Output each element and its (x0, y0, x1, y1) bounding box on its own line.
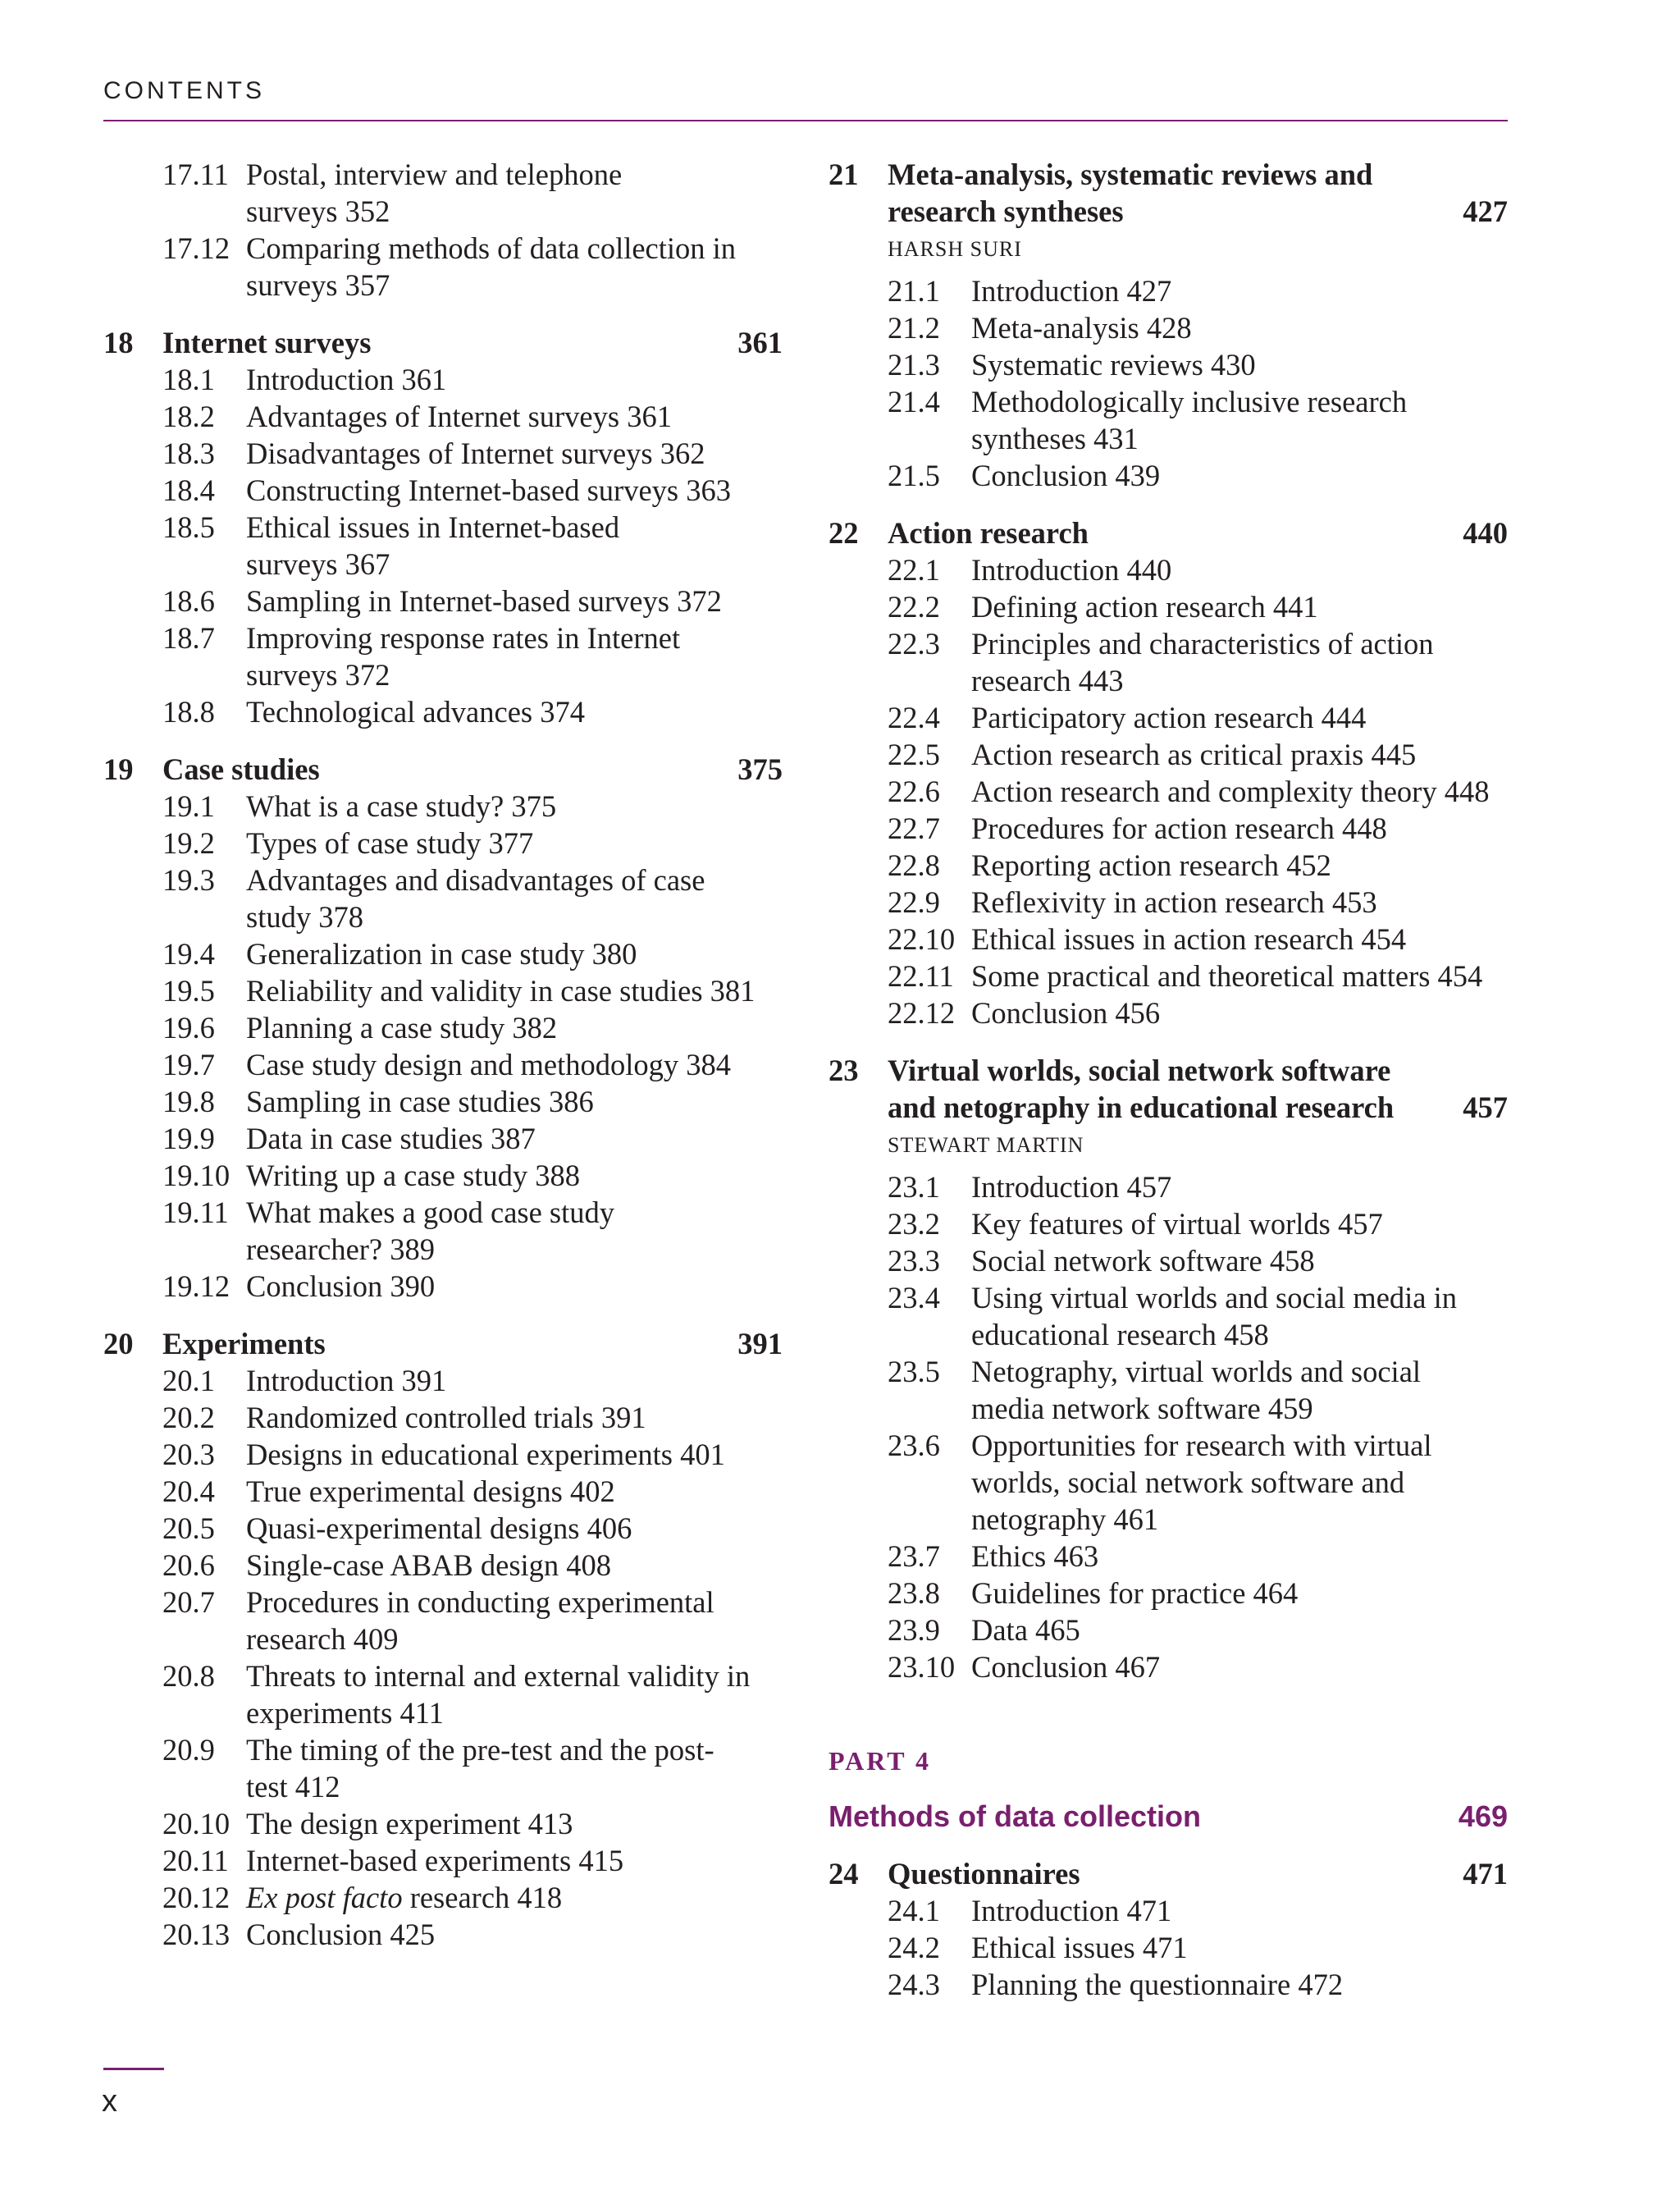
section-title: Guidelines for practice 464 (971, 1576, 1299, 1610)
section-title: Case study design and methodology 384 (246, 1048, 732, 1081)
toc-entry-19-4[interactable] (103, 935, 783, 972)
chapter-author: HARSH SURI (888, 237, 1022, 261)
toc-entry-19-7[interactable] (103, 1046, 783, 1083)
section-number: 20.11 (162, 1844, 229, 1877)
section-number: 22.8 (888, 848, 940, 882)
toc-entry-19-1[interactable] (103, 788, 783, 825)
section-number: 18.5 (162, 510, 215, 544)
toc-entry-19-3[interactable] (103, 862, 783, 935)
section-number: 22.6 (888, 775, 940, 808)
section-number: 22.12 (888, 996, 956, 1030)
chapter-title: Case studies (162, 752, 320, 786)
toc-entry-20-8[interactable] (103, 1657, 783, 1731)
section-number: 18.8 (162, 695, 215, 729)
toc-entry-23-10[interactable] (829, 1648, 1508, 1685)
chapter-title: Experiments (162, 1327, 326, 1360)
section-title: Reporting action research 452 (971, 848, 1331, 882)
section-number: 22.1 (888, 553, 940, 587)
section-number: 23.10 (888, 1650, 956, 1684)
section-title: The timing of the pre-test and the post- test 412 (246, 1733, 714, 1804)
section-number: 20.9 (162, 1733, 215, 1767)
section-number: 17.11 (162, 158, 229, 191)
section-title: Quasi-experimental designs 406 (246, 1511, 632, 1545)
section-title: Participatory action research 444 (971, 701, 1367, 734)
section-number: 20.7 (162, 1585, 215, 1619)
section-title: Netography, virtual worlds and social media network software 459 (971, 1355, 1422, 1425)
toc-entry-21-5[interactable] (829, 457, 1508, 494)
toc-entry-20-6[interactable] (103, 1547, 783, 1584)
section-number: 19.1 (162, 789, 215, 823)
section-number: 23.2 (888, 1207, 940, 1241)
section-title: Some practical and theoretical matters 454 (971, 959, 1483, 993)
chapter-page: 471 (1463, 1857, 1508, 1890)
section-number: 23.7 (888, 1539, 940, 1573)
section-title: Introduction 471 (971, 1894, 1172, 1927)
toc-entry-19-8[interactable] (103, 1083, 783, 1120)
section-title: Threats to internal and external validity in experiments 411 (246, 1659, 751, 1730)
section-number: 17.12 (162, 231, 231, 265)
chapter-page: 375 (737, 752, 783, 786)
section-number: 18.1 (162, 363, 215, 396)
chapter-24-heading[interactable] (829, 1855, 1508, 1892)
toc-entry-22-10[interactable] (829, 921, 1508, 958)
chapter-19-heading[interactable] (103, 751, 783, 788)
section-title: Constructing Internet-based surveys 363 (246, 473, 731, 507)
section-title: True experimental designs 402 (246, 1474, 615, 1508)
toc-entry-23-7[interactable] (829, 1538, 1508, 1575)
section-number: 24.2 (888, 1931, 940, 1964)
toc-entry-19-6[interactable] (103, 1009, 783, 1046)
chapter-page: 440 (1463, 516, 1508, 550)
part-page: 469 (1458, 1799, 1508, 1833)
toc-entry-24-2[interactable] (829, 1929, 1508, 1966)
section-title: Designs in educational experiments 401 (246, 1438, 725, 1471)
chapter-20-heading[interactable] (103, 1325, 783, 1362)
section-title: Postal, interview and telephone surveys 352 (246, 158, 623, 228)
section-number: 22.11 (888, 959, 954, 993)
toc-entry-18-6[interactable] (103, 583, 783, 619)
toc-entry-22-3[interactable] (829, 625, 1508, 699)
section-title: Conclusion 390 (246, 1269, 436, 1303)
section-title: Ethical issues in Internet-based surveys 367 (246, 510, 620, 581)
section-title: Systematic reviews 430 (971, 348, 1256, 382)
toc-entry-20-2[interactable] (103, 1399, 783, 1436)
section-title: Introduction 427 (971, 274, 1172, 308)
chapter-number: 18 (103, 326, 134, 359)
section-number: 24.3 (888, 1968, 940, 2001)
chapter-number: 24 (829, 1857, 859, 1890)
part-title: Methods of data collection (829, 1799, 1202, 1833)
toc-entry-18-3[interactable] (103, 435, 783, 472)
toc-entry-22-9[interactable] (829, 884, 1508, 921)
section-number: 19.9 (162, 1122, 215, 1155)
toc-entry-22-12[interactable] (829, 994, 1508, 1031)
section-number: 19.6 (162, 1011, 215, 1045)
section-number: 18.6 (162, 584, 215, 618)
section-title: Introduction 440 (971, 553, 1172, 587)
section-title: Types of case study 377 (246, 826, 534, 860)
section-title: Reflexivity in action research 453 (971, 885, 1377, 919)
section-number: 22.3 (888, 627, 940, 661)
toc-entry-19-11[interactable] (103, 1194, 783, 1268)
toc-entry-21-1[interactable] (829, 272, 1508, 309)
toc-entry-19-9[interactable] (103, 1120, 783, 1157)
toc-entry-18-4[interactable] (103, 472, 783, 509)
footer-rule (103, 2068, 164, 2070)
toc-entry-19-12[interactable] (103, 1268, 783, 1305)
toc-entry-22-11[interactable] (829, 958, 1508, 994)
section-title: Improving response rates in Internet surveys 372 (246, 621, 681, 692)
toc-entry-24-1[interactable] (829, 1892, 1508, 1929)
section-number: 20.6 (162, 1548, 215, 1582)
toc-entry-17-11[interactable] (103, 156, 783, 230)
contents-right-column (829, 156, 1508, 2003)
section-number: 22.2 (888, 590, 940, 624)
toc-entry-19-5[interactable] (103, 972, 783, 1009)
section-title: Introduction 457 (971, 1170, 1172, 1204)
section-title: Sampling in case studies 386 (246, 1085, 594, 1118)
section-title: Defining action research 441 (971, 590, 1318, 624)
toc-entry-20-11[interactable] (103, 1842, 783, 1879)
section-number: 20.13 (162, 1918, 231, 1951)
section-number: 21.3 (888, 348, 940, 382)
toc-entry-18-1[interactable] (103, 361, 783, 398)
toc-entry-20-7[interactable] (103, 1584, 783, 1657)
toc-entry-23-1[interactable] (829, 1168, 1508, 1205)
section-title: Ex post facto research 418 (246, 1881, 563, 1914)
toc-entry-21-2[interactable] (829, 309, 1508, 346)
section-title: Ethics 463 (971, 1539, 1099, 1573)
section-number: 22.10 (888, 922, 956, 956)
section-number: 19.7 (162, 1048, 215, 1081)
toc-entry-22-6[interactable] (829, 773, 1508, 810)
toc-entry-18-8[interactable] (103, 693, 783, 730)
section-title: Advantages of Internet surveys 361 (246, 400, 672, 433)
toc-entry-18-7[interactable] (103, 619, 783, 693)
chapter-number: 21 (829, 158, 859, 191)
toc-entry-20-10[interactable] (103, 1805, 783, 1842)
section-title: Internet-based experiments 415 (246, 1844, 624, 1877)
chapter-number: 20 (103, 1327, 134, 1360)
toc-entry-20-9[interactable] (103, 1731, 783, 1805)
section-title: Sampling in Internet-based surveys 372 (246, 584, 722, 618)
section-title: Planning the questionnaire 472 (971, 1968, 1344, 2001)
section-title: Action research and complexity theory 448 (971, 775, 1490, 808)
section-number: 21.4 (888, 385, 940, 418)
section-number: 19.2 (162, 826, 215, 860)
toc-entry-21-4[interactable] (829, 383, 1508, 457)
toc-entry-23-6[interactable] (829, 1427, 1508, 1538)
section-title: Randomized controlled trials 391 (246, 1401, 646, 1434)
section-title: Single-case ABAB design 408 (246, 1548, 612, 1582)
page-number: x (102, 2084, 117, 2119)
section-number: 19.11 (162, 1196, 229, 1229)
section-title: Disadvantages of Internet surveys 362 (246, 437, 705, 470)
toc-entry-20-12[interactable] (103, 1879, 783, 1916)
section-title: Conclusion 439 (971, 459, 1161, 492)
section-number: 18.2 (162, 400, 215, 433)
section-number: 21.5 (888, 459, 940, 492)
section-title: Comparing methods of data collection in surveys 357 (246, 231, 737, 302)
section-title: Planning a case study 382 (246, 1011, 558, 1045)
section-number: 20.8 (162, 1659, 215, 1693)
section-number: 19.10 (162, 1159, 231, 1192)
running-head: CONTENTS (103, 77, 265, 104)
toc-entry-21-3[interactable] (829, 346, 1508, 383)
section-title: Procedures for action research 448 (971, 811, 1387, 845)
section-title: Ethical issues 471 (971, 1931, 1188, 1964)
toc-entry-22-1[interactable] (829, 551, 1508, 588)
section-title: Introduction 391 (246, 1364, 447, 1397)
chapter-author: STEWART MARTIN (888, 1133, 1084, 1157)
chapter-page: 457 (1463, 1090, 1508, 1124)
section-title: Ethical issues in action research 454 (971, 922, 1407, 956)
section-title: Key features of virtual worlds 457 (971, 1207, 1383, 1241)
toc-entry-23-2[interactable] (829, 1205, 1508, 1242)
section-number: 20.3 (162, 1438, 215, 1471)
section-number: 19.3 (162, 863, 215, 897)
header-rule (103, 120, 1508, 121)
chapter-number: 22 (829, 516, 859, 550)
section-number: 21.2 (888, 311, 940, 345)
section-title: Meta-analysis 428 (971, 311, 1192, 345)
toc-entry-20-5[interactable] (103, 1510, 783, 1547)
section-number: 18.3 (162, 437, 215, 470)
toc-entry-22-2[interactable] (829, 588, 1508, 625)
toc-entry-20-13[interactable] (103, 1916, 783, 1953)
chapter-21-heading[interactable] (829, 156, 1508, 230)
toc-entry-23-3[interactable] (829, 1242, 1508, 1279)
section-number: 22.5 (888, 738, 940, 771)
section-number: 23.8 (888, 1576, 940, 1610)
section-number: 19.5 (162, 974, 215, 1008)
chapter-page: 361 (737, 326, 783, 359)
section-title: What is a case study? 375 (246, 789, 557, 823)
toc-entry-22-7[interactable] (829, 810, 1508, 847)
chapter-title: Action research (888, 516, 1089, 550)
toc-entry-20-3[interactable] (103, 1436, 783, 1473)
section-title: Data 465 (971, 1613, 1080, 1647)
chapter-number: 23 (829, 1054, 859, 1087)
toc-entry-24-3[interactable] (829, 1966, 1508, 2003)
section-number: 23.9 (888, 1613, 940, 1647)
section-number: 20.1 (162, 1364, 215, 1397)
chapter-number: 19 (103, 752, 134, 786)
section-number: 21.1 (888, 274, 940, 308)
toc-entry-23-9[interactable] (829, 1612, 1508, 1648)
chapter-title: Internet surveys (162, 326, 372, 359)
section-title: Conclusion 467 (971, 1650, 1161, 1684)
toc-entry-22-4[interactable] (829, 699, 1508, 736)
section-title: Writing up a case study 388 (246, 1159, 581, 1192)
section-number: 22.9 (888, 885, 940, 919)
toc-entry-23-5[interactable] (829, 1353, 1508, 1427)
chapter-title: Virtual worlds, social network software and netography in educational research (888, 1054, 1395, 1124)
toc-entry-18-5[interactable] (103, 509, 783, 583)
chapter-title: Questionnaires (888, 1857, 1080, 1890)
section-title: The design experiment 413 (246, 1807, 573, 1840)
section-number: 19.12 (162, 1269, 231, 1303)
toc-entry-20-1[interactable] (103, 1362, 783, 1399)
chapter-18-heading[interactable] (103, 324, 783, 361)
toc-entry-22-8[interactable] (829, 847, 1508, 884)
section-number: 18.4 (162, 473, 215, 507)
section-number: 23.1 (888, 1170, 940, 1204)
chapter-23-heading[interactable] (829, 1052, 1508, 1126)
section-number: 18.7 (162, 621, 215, 655)
section-number: 20.12 (162, 1881, 231, 1914)
toc-entry-23-4[interactable] (829, 1279, 1508, 1353)
section-number: 20.2 (162, 1401, 215, 1434)
section-title: What makes a good case study researcher? 389 (246, 1196, 615, 1266)
toc-entry-20-4[interactable] (103, 1473, 783, 1510)
chapter-title: Meta-analysis, systematic reviews and research syntheses (888, 158, 1373, 228)
section-title: Conclusion 425 (246, 1918, 436, 1951)
toc-entry-23-8[interactable] (829, 1575, 1508, 1612)
section-title: Reliability and validity in case studies 381 (246, 974, 756, 1008)
section-number: 20.5 (162, 1511, 215, 1545)
toc-entry-18-2[interactable] (103, 398, 783, 435)
section-title: Advantages and disadvantages of case study 378 (246, 863, 705, 934)
contents-left-column (103, 156, 783, 1953)
chapter-22-heading[interactable] (829, 514, 1508, 551)
section-title: Generalization in case study 380 (246, 937, 637, 971)
toc-entry-22-5[interactable] (829, 736, 1508, 773)
section-number: 23.3 (888, 1244, 940, 1278)
section-number: 23.6 (888, 1429, 940, 1462)
section-title: Data in case studies 387 (246, 1122, 536, 1155)
section-title: Using virtual worlds and social media in educational research 458 (971, 1281, 1458, 1351)
section-title: Action research as critical praxis 445 (971, 738, 1417, 771)
chapter-page: 427 (1463, 194, 1508, 228)
section-number: 20.10 (162, 1807, 231, 1840)
chapter-page: 391 (737, 1327, 783, 1360)
part-heading[interactable] (829, 1798, 1508, 1835)
section-number: 19.4 (162, 937, 215, 971)
section-number: 22.4 (888, 701, 940, 734)
section-number: 24.1 (888, 1894, 940, 1927)
section-number: 22.7 (888, 811, 940, 845)
section-title: Introduction 361 (246, 363, 447, 396)
section-title: Opportunities for research with virtual worlds, social network software and netography 461 (971, 1429, 1432, 1536)
section-number: 23.5 (888, 1355, 940, 1388)
section-title: Social network software 458 (971, 1244, 1315, 1278)
toc-entry-19-2[interactable] (103, 825, 783, 862)
part-label: PART 4 (829, 1746, 932, 1776)
section-title: Methodologically inclusive research syntheses 431 (971, 385, 1408, 455)
toc-entry-19-10[interactable] (103, 1157, 783, 1194)
section-number: 19.8 (162, 1085, 215, 1118)
section-title: Conclusion 456 (971, 996, 1161, 1030)
section-title: Procedures in conducting experimental research 409 (246, 1585, 714, 1656)
section-title: Technological advances 374 (246, 695, 585, 729)
section-title: Principles and characteristics of action research 443 (971, 627, 1434, 697)
section-number: 23.4 (888, 1281, 940, 1314)
section-number: 20.4 (162, 1474, 215, 1508)
toc-entry-17-12[interactable] (103, 230, 783, 304)
